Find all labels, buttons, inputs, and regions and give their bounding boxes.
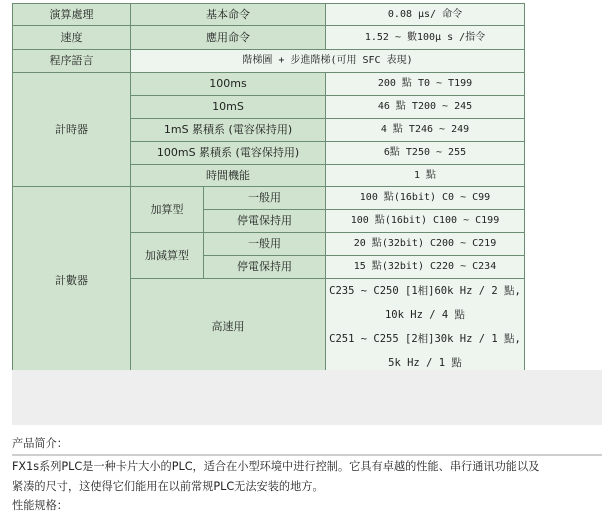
speed-label-2: 速度 (13, 26, 131, 50)
timer-name: 1mS 累積系 (電容保持用) (131, 119, 326, 142)
counter-value: 100 點(16bit) C100 ~ C199 (326, 210, 525, 233)
program-value: 階梯圖 + 步進階梯(可用 SFC 表現) (131, 50, 525, 73)
timer-label: 計時器 (13, 73, 131, 187)
timer-name: 10mS (131, 96, 326, 119)
counter-value: 15 點(32bit) C220 ~ C234 (326, 256, 525, 279)
counter-sub: 停電保持用 (204, 210, 326, 233)
counter-sub: 一般用 (204, 187, 326, 210)
timer-value: 200 點 T0 ~ T199 (326, 73, 525, 96)
app-cmd-value: 1.52 ~ 數100μ s /指令 (326, 26, 525, 50)
basic-cmd-value: 0.08 μs/ 命令 (326, 4, 525, 26)
spec-table (12, 3, 525, 376)
product-intro (12, 434, 602, 516)
timer-value: 46 點 T200 ~ 245 (326, 96, 525, 119)
spec-heading: 性能规格： (12, 499, 68, 512)
high-speed-label: 高速用 (131, 279, 326, 376)
timer-name: 100mS 累積系 (電容保持用) (131, 142, 326, 165)
counter-add-type: 加算型 (131, 187, 204, 233)
timer-value: 6點 T250 ~ 255 (326, 142, 525, 165)
high-speed-line: C251 ~ C255 [2相]30k Hz / 1 點, (329, 333, 521, 345)
high-speed-line: 5k Hz / 1 點 (388, 357, 462, 369)
timer-name: 時間機能 (131, 165, 326, 187)
intro-paragraph: FX1s系列PLC是一种卡片大小的PLC，适合在小型环境中进行控制。它具有卓越的性能、串行通讯功能以及 (12, 460, 540, 473)
timer-name: 100ms (131, 73, 326, 96)
counter-value: 20 點(32bit) C200 ~ C219 (326, 233, 525, 256)
high-speed-line: 10k Hz / 4 點 (384, 309, 466, 321)
program-label: 程序語言 (13, 50, 131, 73)
counter-value: 100 點(16bit) C0 ~ C99 (326, 187, 525, 210)
high-speed-line: C235 ~ C250 [1相]60k Hz / 2 點, (329, 285, 521, 297)
intro-paragraph: 紧凑的尺寸，这使得它们能用在以前常规PLC无法安装的地方。 (12, 479, 324, 493)
basic-cmd-label: 基本命令 (131, 4, 326, 26)
timer-value: 1 點 (326, 165, 525, 187)
counter-sub: 停電保持用 (204, 256, 326, 279)
timer-value: 4 點 T246 ~ 249 (326, 119, 525, 142)
speed-label-1: 演算處理 (13, 4, 131, 26)
intro-heading: 产品简介： (12, 437, 68, 450)
counter-sub: 一般用 (204, 233, 326, 256)
counter-updown-type: 加減算型 (131, 233, 204, 279)
app-cmd-label: 應用命令 (131, 26, 326, 50)
divider (12, 454, 602, 456)
high-speed-value (326, 279, 525, 376)
counter-label: 計數器 (13, 187, 131, 376)
spacer-band (12, 370, 602, 425)
